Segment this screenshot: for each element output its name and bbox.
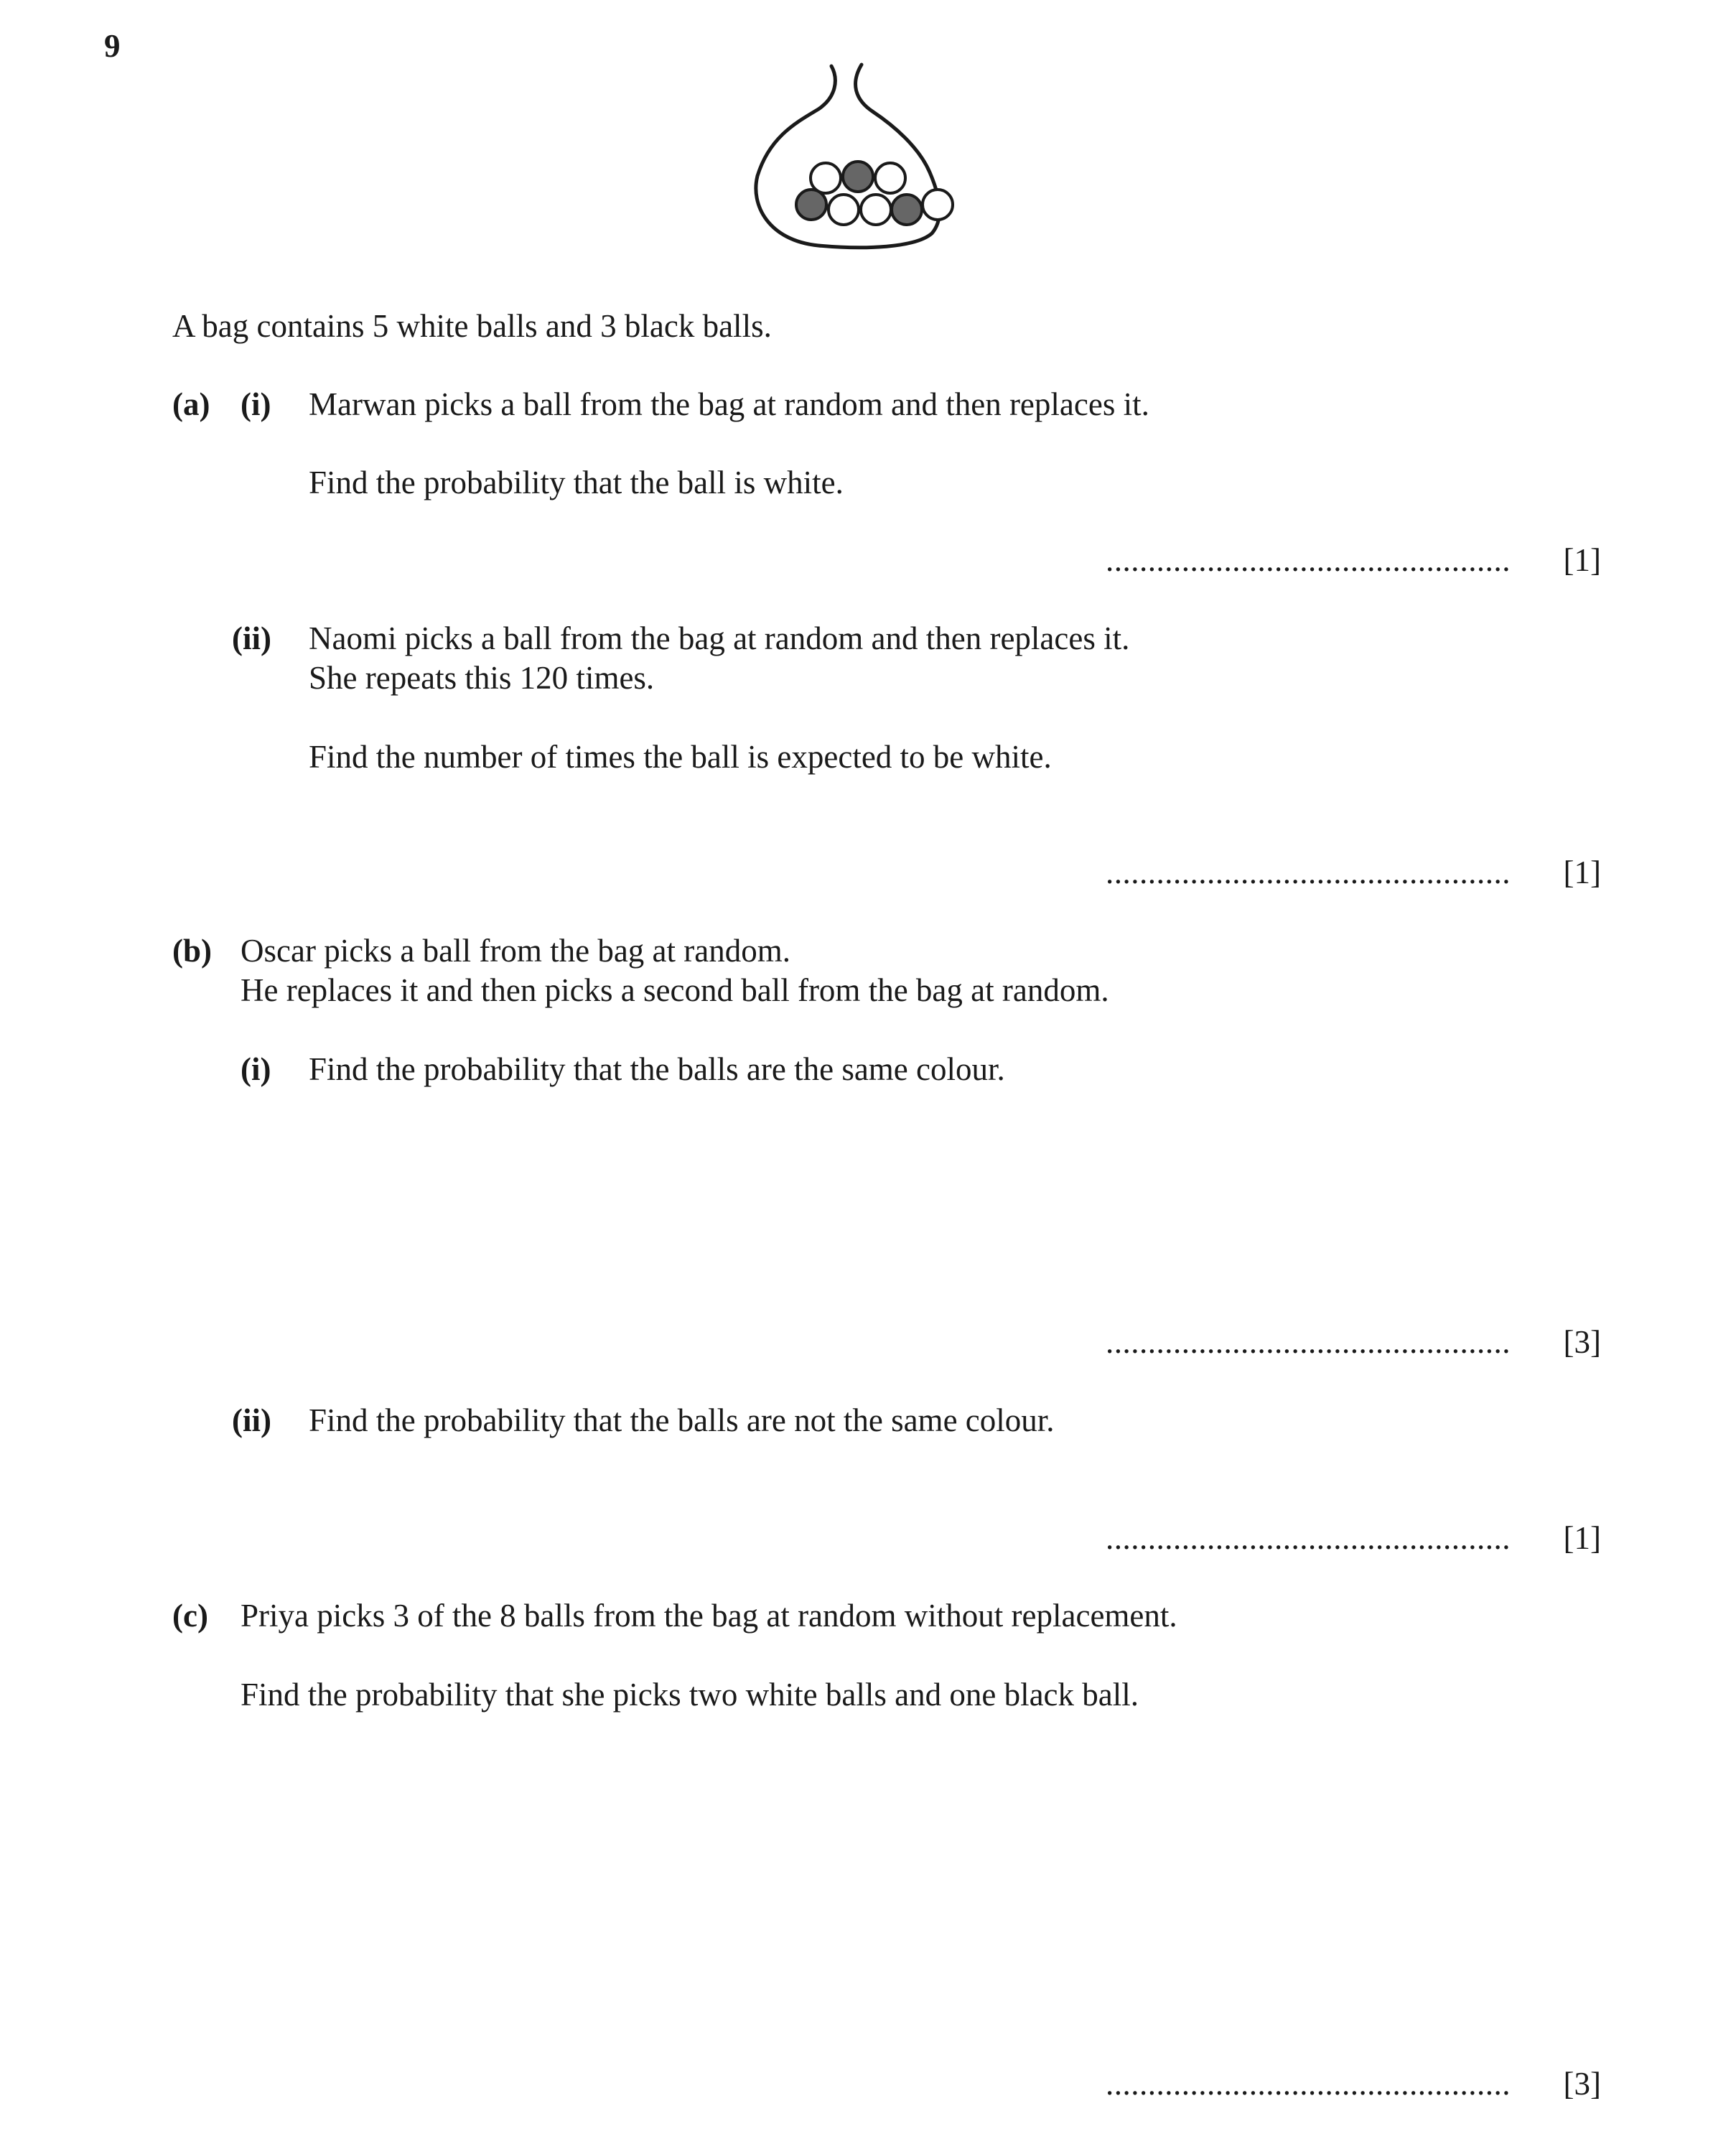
part-a-i-text: Marwan picks a ball from the bag at random and then replaces it. (309, 386, 1149, 422)
part-a-i-label: (i) (241, 386, 271, 422)
mark-allocation: [1] (1563, 1520, 1601, 1556)
part-a-label: (a) (172, 386, 210, 422)
white-ball (811, 163, 841, 193)
answer-line-a-i[interactable] (1106, 544, 1601, 584)
white-ball (829, 195, 859, 225)
white-ball (861, 195, 891, 225)
answer-line-b-i[interactable] (1106, 1326, 1601, 1366)
part-b-ii-label: (ii) (232, 1402, 271, 1438)
part-b-label: (b) (172, 933, 212, 969)
part-b-i-instruction: Find the probability that the balls are the same colour. (309, 1051, 1005, 1087)
mark-allocation: [3] (1563, 2066, 1601, 2102)
part-a-ii-label: (ii) (232, 620, 271, 656)
part-b-text-1: Oscar picks a ball from the bag at random. (241, 933, 790, 969)
part-c-label: (c) (172, 1598, 208, 1634)
part-c-instruction: Find the probability that she picks two white balls and one black ball. (241, 1677, 1139, 1713)
black-ball (843, 162, 873, 192)
mark-allocation: [3] (1563, 1324, 1601, 1360)
white-ball (875, 163, 905, 193)
answer-dots: ................................................ (1106, 1324, 1511, 1360)
part-b-i-label: (i) (241, 1051, 271, 1087)
answer-dots: ................................................ (1106, 542, 1511, 578)
part-b-ii-instruction: Find the probability that the balls are not the same colour. (309, 1402, 1055, 1438)
part-a-ii-text-2: She repeats this 120 times. (309, 660, 655, 696)
mark-allocation: [1] (1563, 542, 1601, 578)
answer-line-c[interactable] (1106, 2068, 1601, 2107)
part-a-ii-instruction: Find the number of times the ball is expected to be white. (309, 739, 1052, 775)
white-ball (923, 190, 953, 220)
answer-line-a-ii[interactable] (1106, 854, 1601, 896)
question-number: 9 (104, 28, 121, 64)
bag-of-balls-icon (739, 57, 955, 273)
black-ball (892, 195, 922, 225)
intro-text: A bag contains 5 white balls and 3 black balls. (172, 308, 772, 344)
part-a-ii-text-1: Naomi picks a ball from the bag at random and then replaces it. (309, 620, 1130, 656)
part-a-i-instruction: Find the probability that the ball is white. (309, 465, 844, 500)
answer-line-b-ii[interactable] (1106, 1522, 1601, 1562)
answer-dots: ................................................ (1106, 1520, 1511, 1556)
mark-allocation: [1] (1563, 854, 1601, 890)
part-c-text: Priya picks 3 of the 8 balls from the bag at random without replacement. (241, 1598, 1177, 1634)
answer-dots: ................................................ (1106, 854, 1511, 890)
answer-dots: ................................................ (1106, 2066, 1511, 2102)
part-b-text-2: He replaces it and then picks a second ball from the bag at random. (241, 972, 1109, 1008)
